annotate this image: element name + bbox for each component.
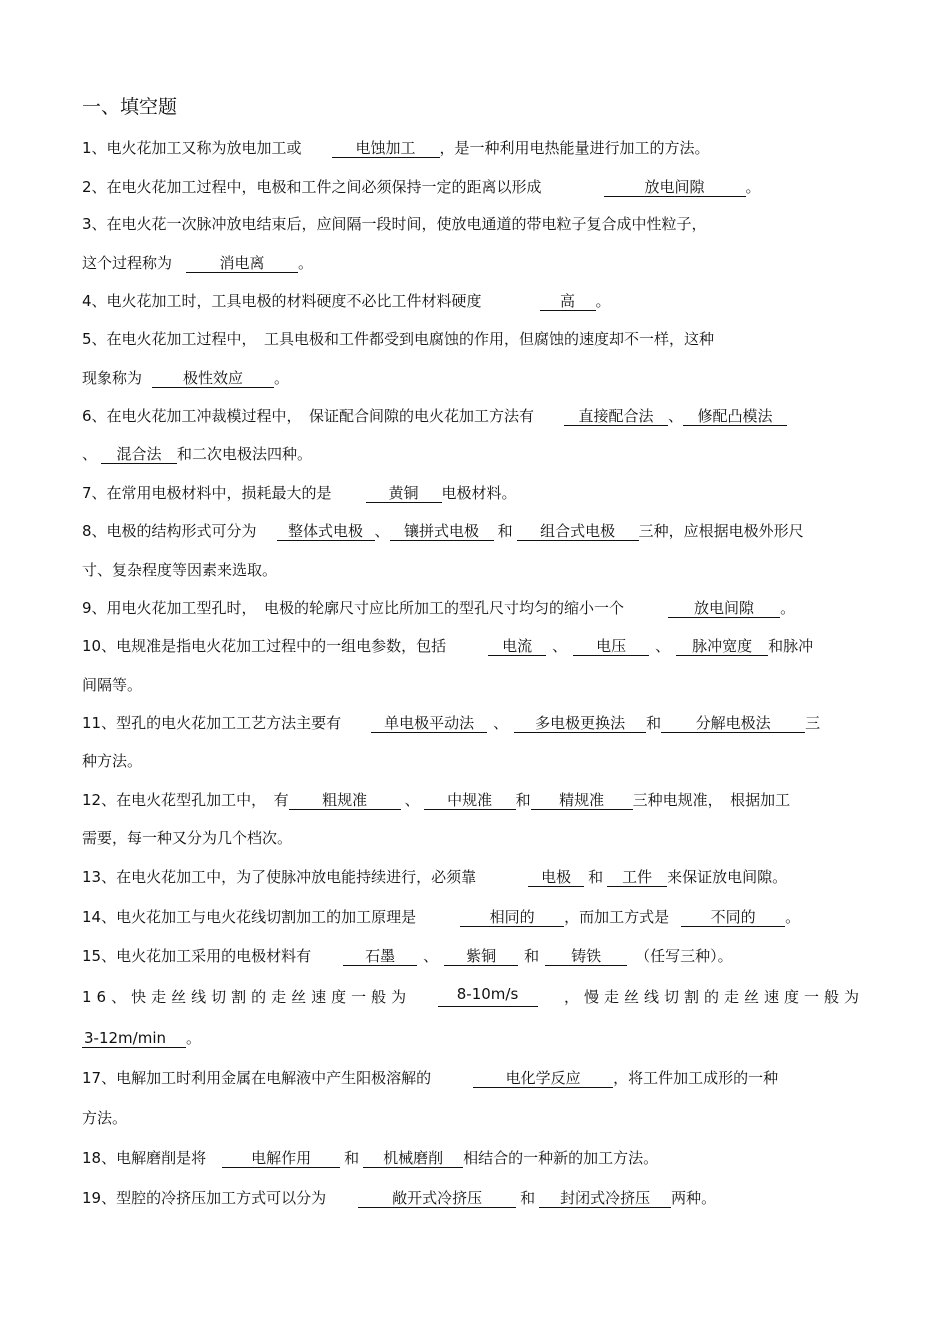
question-17-line2: 方法。	[82, 1109, 128, 1127]
answer-blank: 粗规准	[289, 792, 401, 810]
question-11-line2: 种方法。	[82, 752, 143, 770]
question-17: 17、电解加工时利用金属在电解液中产生阳极溶解的 电化学反应 ，将工件加工成形的一种	[82, 1069, 779, 1087]
question-8: 8、电极的结构形式可分为 整体式电极 、 镶拼式电极 和 组合式电极 三种，应根据电极外形尺	[82, 522, 804, 540]
answer-blank: 整体式电极	[277, 523, 375, 541]
answer-blank: 工件	[607, 869, 667, 887]
answer-blank: 精规准	[531, 792, 633, 810]
question-11: 11、型孔的电火花加工工艺方法主要有 单电极平动法 、 多电极更换法 和 分解电极法 三	[82, 714, 821, 732]
question-19: 19、型腔的冷挤压加工方式可以分为 敞开式冷挤压 和 封闭式冷挤压 两种。	[82, 1189, 717, 1207]
answer-blank: 石墨	[343, 948, 417, 966]
answer-blank: 敞开式冷挤压	[358, 1190, 516, 1208]
question-1: 1、电火花加工又称为放电加工或 电蚀加工 ，是一种利用电热能量进行加工的方法。	[82, 139, 710, 157]
question-5-line2: 现象称为 极性效应 。	[82, 369, 290, 387]
answer-blank: 封闭式冷挤压	[539, 1190, 671, 1208]
answer-blank: 紫铜	[444, 948, 518, 966]
answer-blank: 电极	[528, 869, 584, 887]
answer-blank: 分解电极法	[661, 715, 805, 733]
answer-blank: 脉冲宽度	[676, 638, 768, 656]
question-3-line2: 这个过程称为 消电离 。	[82, 254, 314, 272]
answer-blank: 高	[540, 293, 596, 311]
answer-blank: 铸铁	[545, 948, 627, 966]
question-13: 13、在电火花加工中，为了使脉冲放电能持续进行，必须靠 电极 和 工件 来保证放电间隙。	[82, 868, 788, 886]
question-12: 12、在电火花型孔加工中， 有 粗规准 、 中规准 和 精规准 三种电规准， 根据加工	[82, 791, 791, 809]
answer-blank: 修配凸模法	[683, 408, 787, 426]
answer-blank: 组合式电极	[517, 523, 639, 541]
question-5-line1: 5、在电火花加工过程中， 工具电极和工件都受到电腐蚀的作用，但腐蚀的速度却不一样，这种	[82, 330, 715, 348]
question-4: 4、电火花加工时，工具电极的材料硬度不必比工件材料硬度 高 。	[82, 292, 611, 310]
answer-blank: 极性效应	[152, 370, 274, 388]
answer-blank: 8-10m/s	[438, 986, 538, 1007]
answer-blank: 电流	[488, 638, 546, 656]
answer-blank: 黄铜	[366, 485, 442, 503]
section-heading: 一、填空题	[82, 96, 178, 118]
answer-blank: 混合法	[101, 446, 177, 464]
question-16-line2: 3-12m/min 。	[84, 1029, 202, 1047]
answer-blank: 中规准	[424, 792, 516, 810]
question-14: 14、电火花加工与电火花线切割加工的加工原理是 相同的 ，而加工方式是 不同的 。	[82, 908, 801, 926]
question-8-line2: 寸、复杂程度等因素来选取。	[82, 561, 278, 579]
answer-blank: 放电间隙	[604, 179, 746, 197]
answer-blank: 不同的	[681, 909, 785, 927]
question-12-line2: 需要，每一种又分为几个档次。	[82, 829, 293, 847]
question-10: 10、电规准是指电火花加工过程中的一组电参数，包括 电流 、 电压 、 脉冲宽度 和脉冲	[82, 637, 814, 655]
answer-blank: 3-12m/min	[82, 1030, 186, 1048]
answer-blank: 单电极平动法	[371, 715, 487, 733]
question-15: 15、电火花加工采用的电极材料有 石墨 、 紫铜 和 铸铁 （任写三种）。	[82, 947, 733, 965]
answer-blank: 电化学反应	[473, 1070, 613, 1088]
answer-blank: 直接配合法	[564, 408, 668, 426]
answer-blank: 相同的	[460, 909, 564, 927]
question-18: 18、电解磨削是将 电解作用 和 机械磨削 相结合的一种新的加工方法。	[82, 1149, 659, 1167]
answer-blank: 电解作用	[222, 1150, 340, 1168]
question-16: 16、快走丝线切割的走丝速度一般为 8-10m/s ，慢走丝线切割的走丝速度一般为	[82, 985, 864, 1006]
question-3-line1: 3、在电火花一次脉冲放电结束后，应间隔一段时间，使放电通道的带电粒子复合成中性粒子，	[82, 215, 707, 233]
question-9: 9、用电火花加工型孔时， 电极的轮廓尺寸应比所加工的型孔尺寸均匀的缩小一个 放电间隙 。	[82, 599, 796, 617]
question-10-line2: 间隔等。	[82, 676, 143, 694]
answer-blank: 放电间隙	[668, 600, 780, 618]
answer-blank: 消电离	[186, 255, 298, 273]
answer-blank: 机械磨削	[363, 1150, 463, 1168]
answer-blank: 多电极更换法	[514, 715, 646, 733]
answer-blank: 电蚀加工	[332, 140, 440, 158]
question-2: 2、在电火花加工过程中，电极和工件之间必须保持一定的距离以形成 放电间隙 。	[82, 178, 761, 196]
answer-blank: 镶拼式电极	[390, 523, 494, 541]
question-6: 6、在电火花加工冲裁模过程中， 保证配合间隙的电火花加工方法有 直接配合法 、 修配凸模法	[82, 405, 787, 426]
question-6-line2: 、 混合法 和二次电极法四种。	[82, 445, 313, 463]
answer-blank: 电压	[573, 638, 649, 656]
question-7: 7、在常用电极材料中，损耗最大的是 黄铜 电极材料。	[82, 484, 517, 502]
